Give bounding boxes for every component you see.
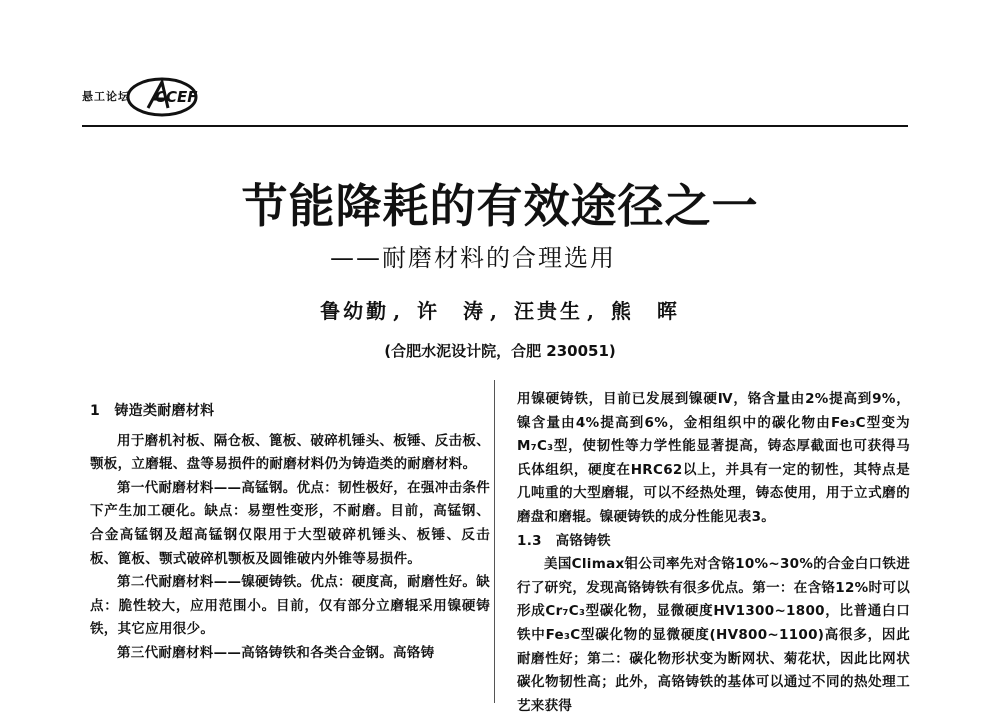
article-title: 节能降耗的有效途径之一: [241, 179, 759, 233]
author-list: 鲁幼勤 , 许 涛 , 汪贵生 , 熊 晖: [320, 299, 680, 323]
body-paragraph: 用于磨机衬板、隔仓板、篦板、破碎机锤头、板锤、反击板、颚板，立磨辊、盘等易损件的耐磨材料仍为铸造类的耐磨材料。: [90, 432, 490, 473]
section-heading: 1 铸造类耐磨材料: [90, 403, 215, 419]
article-subtitle: ——耐磨材料的合理选用: [330, 244, 616, 272]
right-column: [517, 388, 910, 718]
body-paragraph: 用镍硬铸铁，目前已发展到镍硬Ⅳ，铬含量由2%提高到9%，镍含量由4%提高到6%，金相组织中的碳化物由Fe₃C型变为M₇C₃型，使韧性等力学性能显著提高，铸态厚截面也可获得马氏体组织，硬度在HRC62以上，并具有一定的韧性，其特点是几吨重的大型磨辊，可以不经热处理，铸态使用，用于立式磨的磨盘和磨辊。镍硬铸铁的成分性能见表3。: [517, 391, 910, 525]
body-paragraph: 第三代耐磨材料——高铬铸铁和各类合金钢。高铬铸: [117, 644, 435, 661]
column-divider: [494, 380, 495, 703]
logo-text: CCEF: [155, 88, 198, 106]
author-name: 鲁幼勤: [320, 299, 390, 323]
author-name: 许 涛: [417, 299, 487, 323]
logo-label: 悬工论坛: [82, 90, 130, 103]
journal-logo: [82, 74, 212, 120]
body-paragraph: 美国Climax钼公司率先对含铬10%~30%的合金白口铁进行了研究，发现高铬铸铁有很多优点。第一：在含铬12%时可以形成Cr₇C₃型碳化物，显微硬度HV1300~1800，比普通白口铁中Fe₃C型碳化物的显微硬度(HV800~1100)高很多，因此耐磨性好；第二：碳化物形状变为断网状、菊花状，因此比网状碳化物韧性高；此外，高铬铸铁的基体可以通过不同的热处理工艺来获得: [517, 556, 910, 714]
subsection-heading: 1.3 高铬铸铁: [517, 532, 611, 549]
header-rule: [82, 125, 908, 127]
body-paragraph: 第二代耐磨材料——镍硬铸铁。优点：硬度高，耐磨性好。缺点：脆性较大，应用范围小。目前，仅有部分立磨辊采用镍硬铸铁，其它应用很少。: [90, 574, 490, 638]
author-name: 熊 晖: [610, 299, 680, 323]
left-column: [90, 400, 490, 666]
affiliation: (合肥水泥设计院，合肥 230051): [384, 342, 616, 360]
body-paragraph: 第一代耐磨材料——高锰钢。优点：韧性极好，在强冲击条件下产生加工硬化。缺点：易塑性变形，不耐磨。目前，高锰钢、合金高锰钢及超高锰钢仅限用于大型破碎机锤头、板锤、反击板、篦板、颚式破碎机颚板及圆锥破内外锥等易损件。: [90, 479, 490, 567]
author-name: 汪贵生: [513, 299, 583, 323]
